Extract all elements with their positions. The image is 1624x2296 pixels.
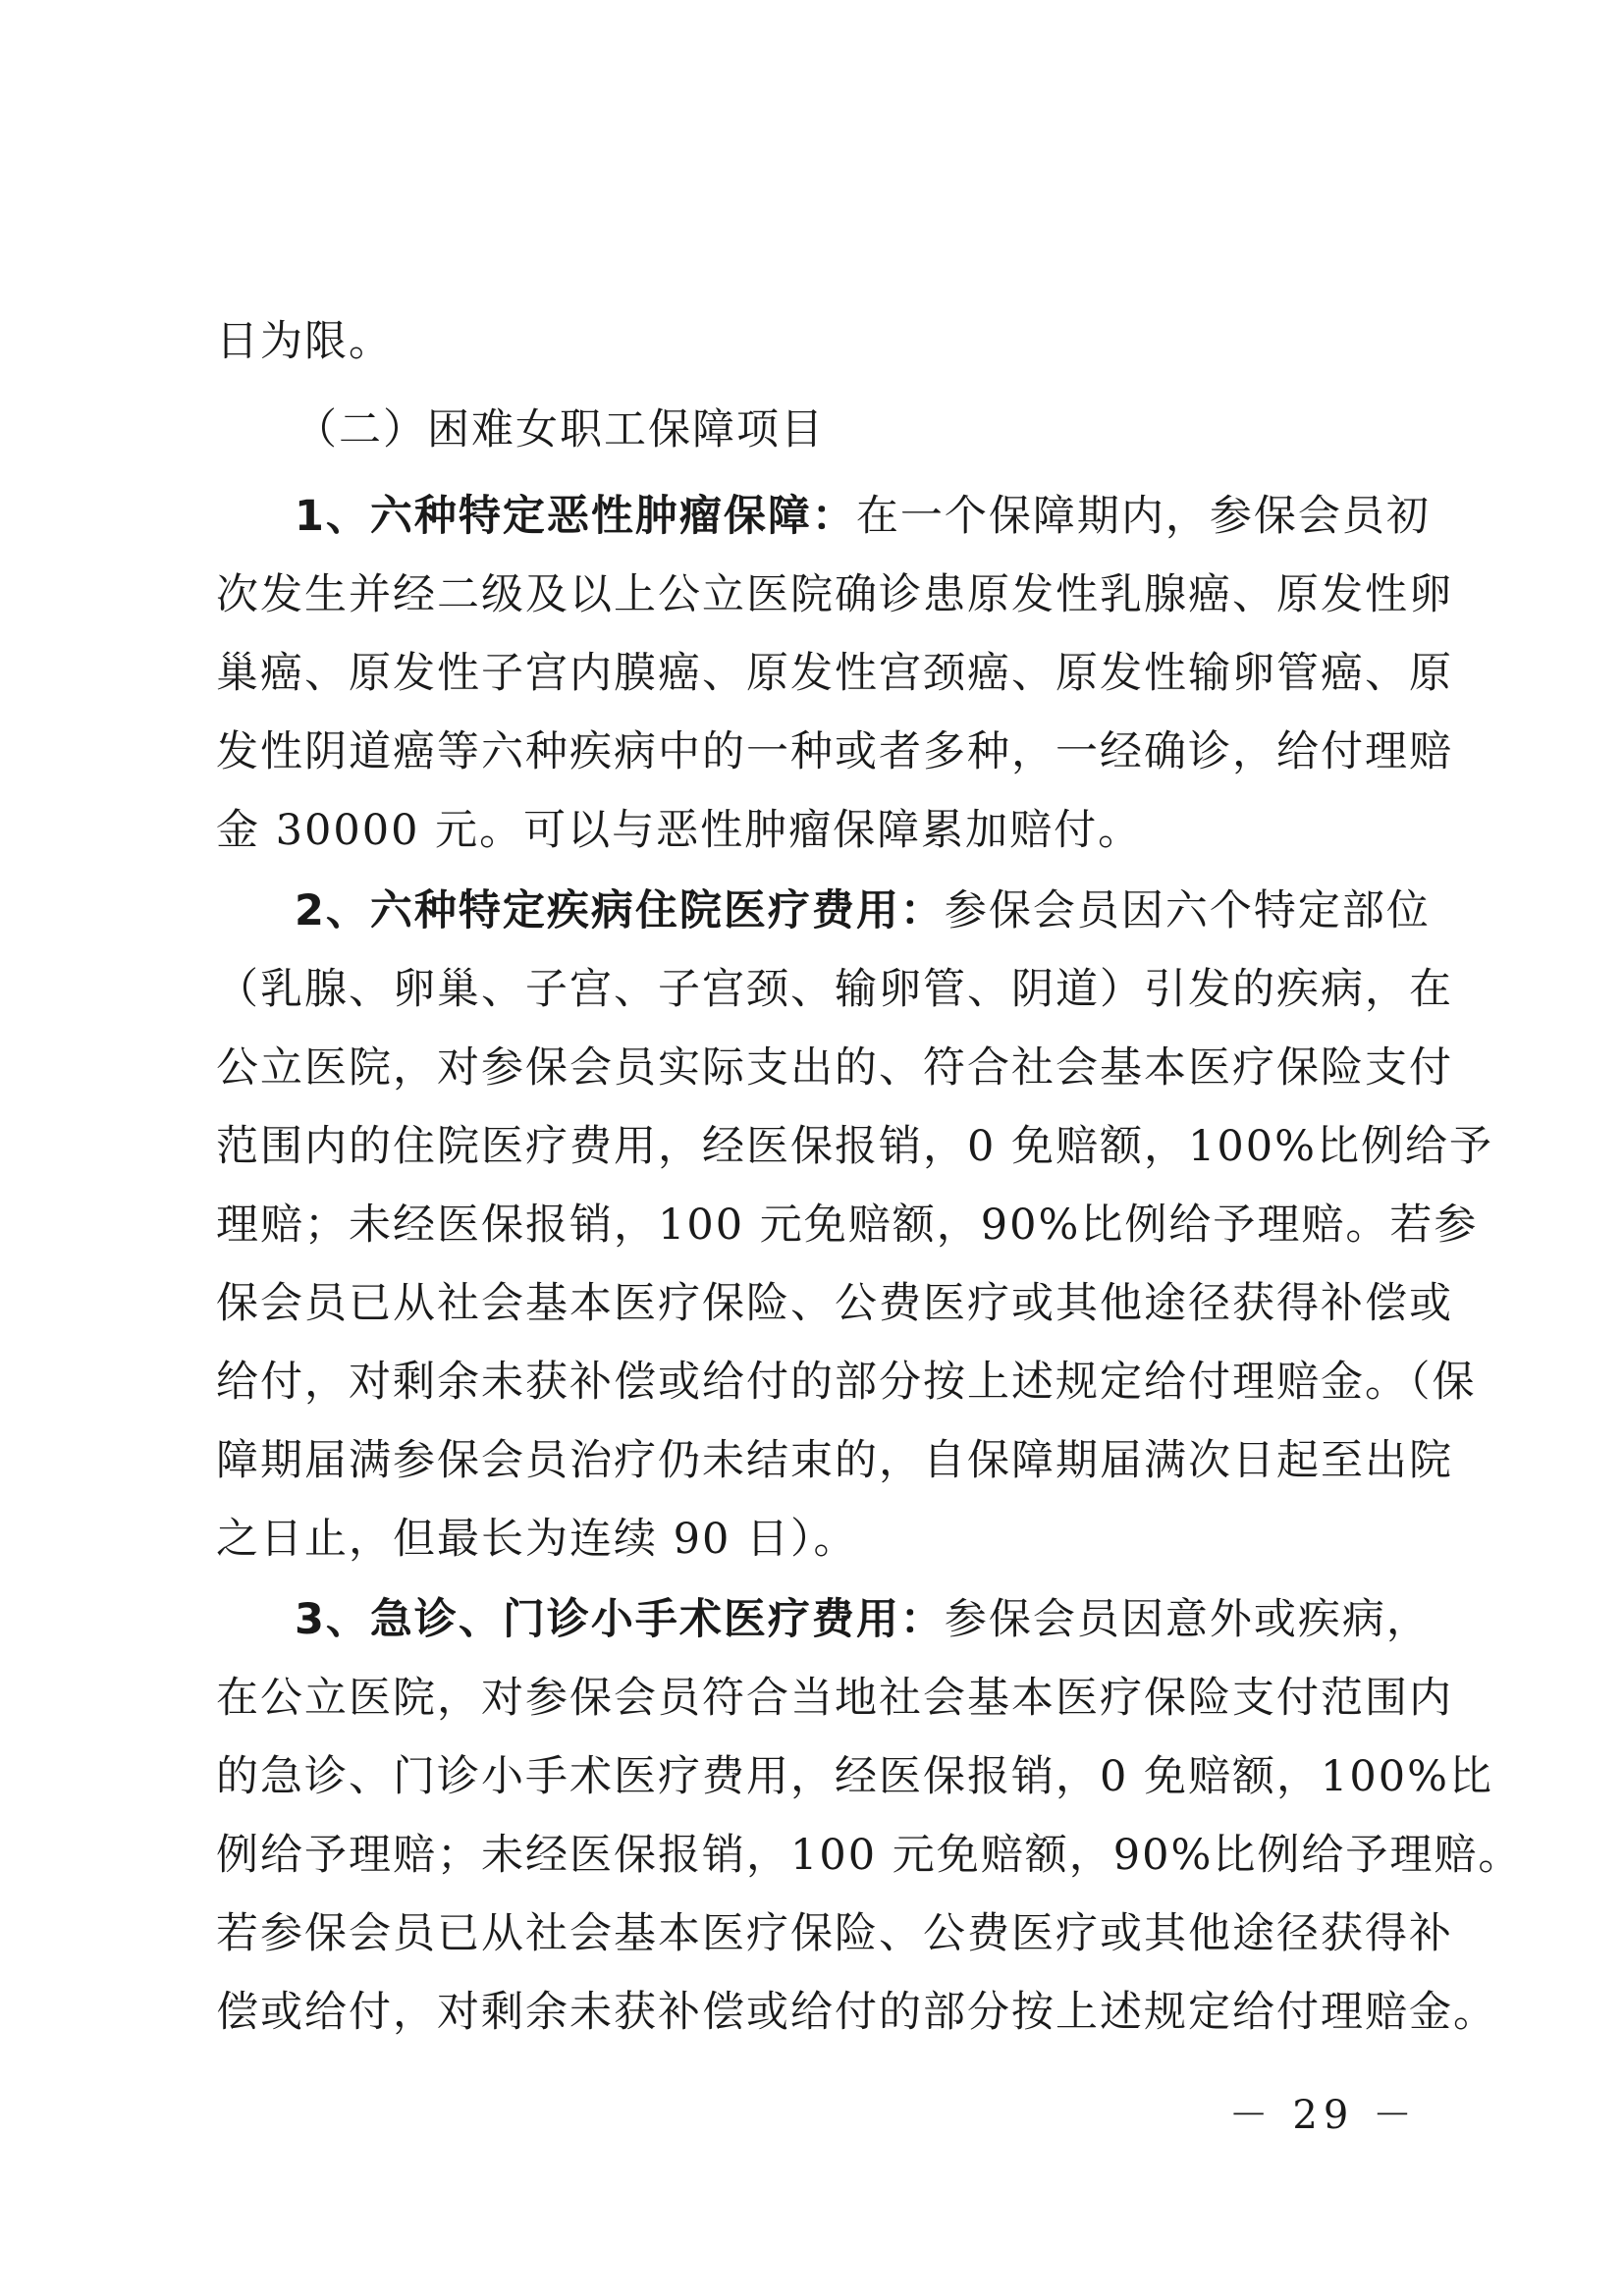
text-line: 发性阴道癌等六种疾病中的一种或者多种，一经确诊，给付理赔	[216, 727, 1453, 776]
text-line: 公立医院，对参保会员实际支出的、符合社会基本医疗保险支付	[216, 1043, 1453, 1093]
text-line: 巢癌、原发性子宫内膜癌、原发性宫颈癌、原发性输卵管癌、原	[216, 649, 1453, 698]
item-1-first-line	[295, 487, 1434, 546]
text-line: 理赔；未经医保报销，100 元免赔额，90%比例给予理赔。若参	[216, 1201, 1479, 1250]
text-line: （乳腺、卵巢、子宫、子宫颈、输卵管、阴道）引发的疾病，在	[216, 965, 1453, 1014]
text-line: 日为限。	[216, 317, 393, 366]
text-line: 障期届满参保会员治疗仍未结束的，自保障期届满次日起至出院	[216, 1436, 1453, 1485]
item-2-first-line	[295, 881, 1434, 940]
page-number: － 29 －	[1228, 2093, 1418, 2138]
item-3-first-line	[295, 1590, 1434, 1649]
text-line: 范围内的住院医疗费用，经医保报销，0 免赔额，100%比例给予	[216, 1122, 1493, 1171]
item-3-text: 参保会员因意外或疾病，	[944, 1595, 1431, 1644]
text-line: 偿或给付，对剩余未获补偿或给付的部分按上述规定给付理赔金。	[216, 1988, 1497, 2037]
item-1-text: 在一个保障期内，参保会员初	[855, 492, 1431, 541]
text-line: 次发生并经二级及以上公立医院确诊患原发性乳腺癌、原发性卵	[216, 570, 1453, 619]
text-line: 金 30000 元。可以与恶性肿瘤保障累加赔付。	[216, 806, 1143, 855]
item-2-text: 参保会员因六个特定部位	[944, 886, 1431, 935]
item-3-heading: 3、急诊、门诊小手术医疗费用：	[295, 1595, 945, 1644]
text-line: 例给予理赔；未经医保报销，100 元免赔额，90%比例给予理赔。	[216, 1831, 1523, 1880]
text-line: 的急诊、门诊小手术医疗费用，经医保报销，0 免赔额，100%比	[216, 1752, 1493, 1801]
text-line: 在公立医院，对参保会员符合当地社会基本医疗保险支付范围内	[216, 1674, 1453, 1723]
text-line: 若参保会员已从社会基本医疗保险、公费医疗或其他途径获得补	[216, 1909, 1453, 1958]
text-line: 保会员已从社会基本医疗保险、公费医疗或其他途径获得补偿或	[216, 1279, 1453, 1328]
section-heading: （二）困难女职工保障项目	[295, 405, 825, 454]
item-1-heading: 1、六种特定恶性肿瘤保障：	[295, 492, 856, 541]
text-line: 之日止，但最长为连续 90 日）。	[216, 1515, 858, 1564]
item-2-heading: 2、六种特定疾病住院医疗费用：	[295, 886, 945, 935]
text-line: 给付，对剩余未获补偿或给付的部分按上述规定给付理赔金。（保	[216, 1358, 1477, 1407]
